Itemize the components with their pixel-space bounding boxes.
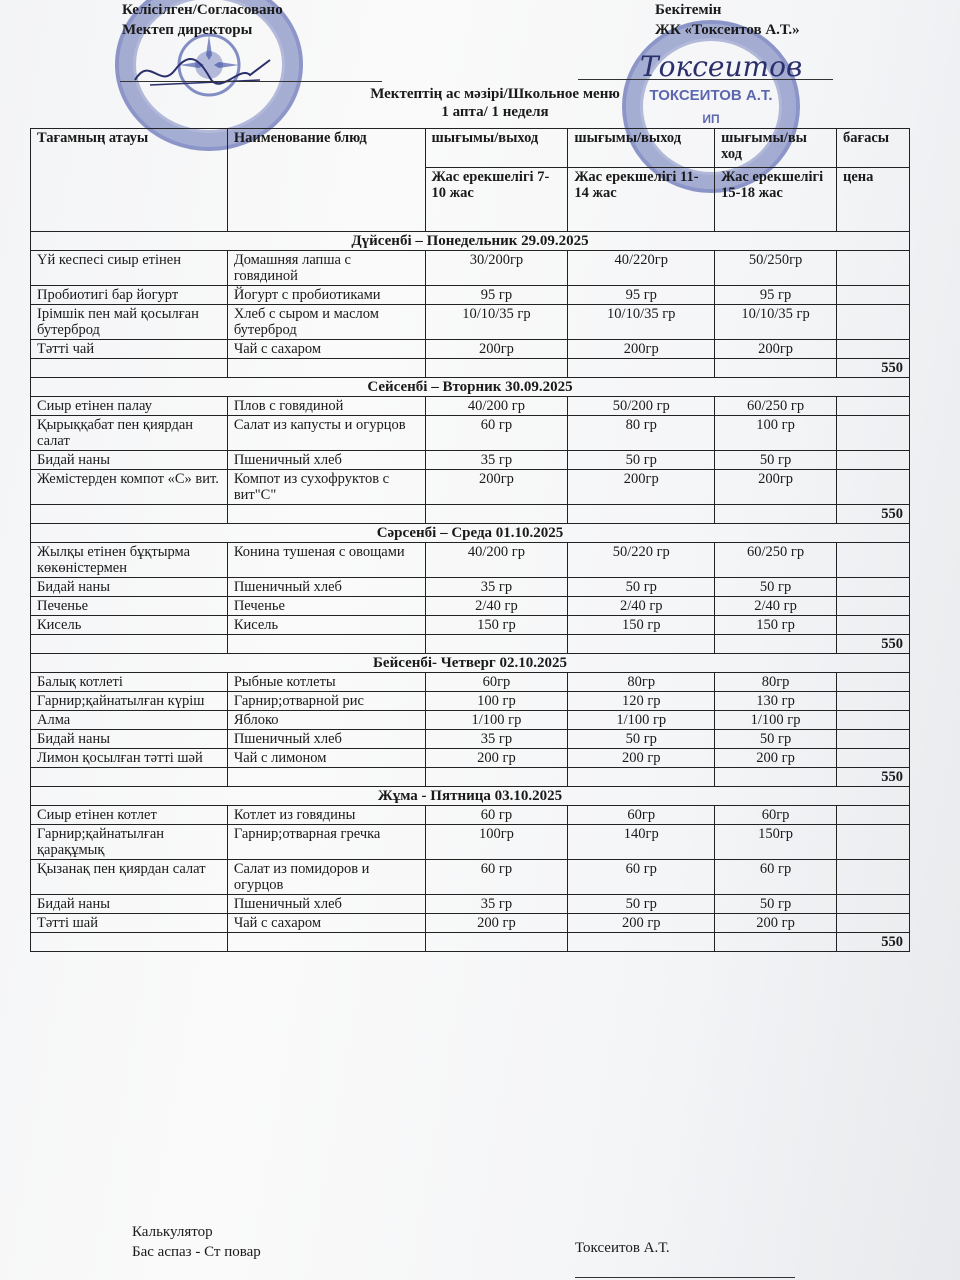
portion-7-10: 35 гр: [425, 451, 568, 470]
portion-11-14: 50/200 гр: [568, 397, 715, 416]
empty-cell: [31, 768, 228, 787]
portion-15-18: 50/250гр: [715, 251, 837, 286]
portion-7-10: 35 гр: [425, 578, 568, 597]
approval-right: [655, 0, 800, 40]
dish-name-kz: Үй кеспесі сиыр етінен: [31, 251, 228, 286]
portion-11-14: 200гр: [568, 470, 715, 505]
dish-name-kz: Бидай наны: [31, 730, 228, 749]
total-row: [31, 505, 910, 524]
signature-line-right: [578, 78, 833, 80]
dish-name-ru: Пшеничный хлеб: [227, 451, 425, 470]
empty-cell: [31, 635, 228, 654]
dish-name-ru: Рыбные котлеты: [227, 673, 425, 692]
dish-name-ru: Пшеничный хлеб: [227, 730, 425, 749]
empty-cell: [715, 933, 837, 952]
empty-cell: [227, 933, 425, 952]
empty-cell: [715, 505, 837, 524]
portion-7-10: 60гр: [425, 673, 568, 692]
empty-cell: [227, 635, 425, 654]
dish-name-ru: Салат из капусты и огурцов: [227, 416, 425, 451]
portion-15-18: 150 гр: [715, 616, 837, 635]
dish-name-ru: Домашняя лапша с говядиной: [227, 251, 425, 286]
dish-name-kz: Бидай наны: [31, 578, 228, 597]
portion-15-18: 50 гр: [715, 578, 837, 597]
empty-cell: [425, 768, 568, 787]
dish-name-kz: Бидай наны: [31, 895, 228, 914]
footer-left: [132, 1222, 261, 1262]
dish-name-kz: Лимон қосылған тәтті шәй: [31, 749, 228, 768]
empty-cell: [425, 359, 568, 378]
portion-15-18: 200гр: [715, 470, 837, 505]
price-cell: [837, 251, 910, 286]
dish-name-ru: Гарнир;отварной рис: [227, 692, 425, 711]
empty-cell: [568, 768, 715, 787]
age-11-14: Жас ерекшелігі 11-14 жас: [568, 168, 715, 232]
portion-11-14: 150 гр: [568, 616, 715, 635]
portion-7-10: 10/10/35 гр: [425, 305, 568, 340]
portion-11-14: 95 гр: [568, 286, 715, 305]
signature-line-left: [120, 80, 382, 82]
dish-name-kz: Тәтті шай: [31, 914, 228, 933]
footer-signature-line: [575, 1276, 795, 1278]
day-title: Дүйсенбі – Понедельник 29.09.2025: [31, 232, 910, 251]
approval-right-line1: Бекітемін: [655, 2, 722, 18]
portion-11-14: 2/40 гр: [568, 597, 715, 616]
price-cell: [837, 895, 910, 914]
empty-cell: [715, 635, 837, 654]
age-15-18: Жас ерекшелігі 15-18 жас: [715, 168, 837, 232]
portion-11-14: 60 гр: [568, 860, 715, 895]
dish-name-kz: Гарнир;қайнатылған қарақұмық: [31, 825, 228, 860]
table-row: [31, 251, 910, 286]
day-header-row: [31, 378, 910, 397]
portion-7-10: 60 гр: [425, 806, 568, 825]
portion-15-18: 200 гр: [715, 914, 837, 933]
price-ru-header: цена: [837, 168, 910, 232]
col-out1-header: шығымы/выход: [425, 129, 568, 168]
age-7-10: Жас ерекшелігі 7-10 жас: [425, 168, 568, 232]
dish-name-kz: Балық котлеті: [31, 673, 228, 692]
dish-name-ru: Конина тушеная с овощами: [227, 543, 425, 578]
empty-cell: [568, 635, 715, 654]
empty-cell: [31, 359, 228, 378]
portion-11-14: 80гр: [568, 673, 715, 692]
table-row: [31, 340, 910, 359]
portion-11-14: 50/220 гр: [568, 543, 715, 578]
portion-15-18: 95 гр: [715, 286, 837, 305]
table-row: [31, 543, 910, 578]
day-title: Жұма - Пятница 03.10.2025: [31, 787, 910, 806]
portion-11-14: 10/10/35 гр: [568, 305, 715, 340]
portion-7-10: 200гр: [425, 340, 568, 359]
price-cell: [837, 470, 910, 505]
dish-name-kz: Гарнир;қайнатылған күріш: [31, 692, 228, 711]
day-total-price: 550: [837, 505, 910, 524]
price-cell: [837, 806, 910, 825]
price-cell: [837, 340, 910, 359]
portion-15-18: 60/250 гр: [715, 397, 837, 416]
total-row: [31, 359, 910, 378]
price-cell: [837, 578, 910, 597]
total-row: [31, 635, 910, 654]
price-cell: [837, 692, 910, 711]
day-header-row: [31, 524, 910, 543]
col-ru-header: Наименование блюд: [227, 129, 425, 232]
price-cell: [837, 730, 910, 749]
price-cell: [837, 860, 910, 895]
dish-name-kz: Сиыр етінен котлет: [31, 806, 228, 825]
header-row: [31, 129, 910, 168]
dish-name-kz: Ірімшік пен май қосылған бутерброд: [31, 305, 228, 340]
empty-cell: [31, 505, 228, 524]
total-row: [31, 768, 910, 787]
portion-7-10: 100 гр: [425, 692, 568, 711]
empty-cell: [31, 933, 228, 952]
dish-name-ru: Салат из помидоров и огурцов: [227, 860, 425, 895]
portion-15-18: 130 гр: [715, 692, 837, 711]
price-cell: [837, 825, 910, 860]
table-row: [31, 895, 910, 914]
portion-11-14: 40/220гр: [568, 251, 715, 286]
portion-11-14: 80 гр: [568, 416, 715, 451]
price-cell: [837, 711, 910, 730]
portion-15-18: 2/40 гр: [715, 597, 837, 616]
portion-15-18: 50 гр: [715, 451, 837, 470]
table-row: [31, 451, 910, 470]
day-header-row: [31, 232, 910, 251]
portion-7-10: 30/200гр: [425, 251, 568, 286]
empty-cell: [715, 768, 837, 787]
portion-11-14: 200 гр: [568, 914, 715, 933]
price-cell: [837, 543, 910, 578]
empty-cell: [425, 505, 568, 524]
portion-15-18: 80гр: [715, 673, 837, 692]
dish-name-kz: Қырыққабат пен қиярдан салат: [31, 416, 228, 451]
table-row: [31, 806, 910, 825]
portion-15-18: 60гр: [715, 806, 837, 825]
empty-cell: [425, 635, 568, 654]
portion-7-10: 40/200 гр: [425, 397, 568, 416]
dish-name-ru: Йогурт с пробиотиками: [227, 286, 425, 305]
portion-15-18: 150гр: [715, 825, 837, 860]
day-title: Сәрсенбі – Среда 01.10.2025: [31, 524, 910, 543]
empty-cell: [568, 933, 715, 952]
table-row: [31, 578, 910, 597]
dish-name-ru: Печенье: [227, 597, 425, 616]
empty-cell: [568, 505, 715, 524]
col-out2-header: шығымы/выход: [568, 129, 715, 168]
day-header-row: [31, 787, 910, 806]
day-total-price: 550: [837, 635, 910, 654]
portion-7-10: 2/40 гр: [425, 597, 568, 616]
price-cell: [837, 286, 910, 305]
table-row: [31, 597, 910, 616]
footer-calculator: Калькулятор: [132, 1224, 213, 1240]
portion-11-14: 50 гр: [568, 578, 715, 597]
dish-name-ru: Пшеничный хлеб: [227, 895, 425, 914]
table-row: [31, 749, 910, 768]
table-row: [31, 286, 910, 305]
portion-11-14: 200гр: [568, 340, 715, 359]
dish-name-kz: Сиыр етінен палау: [31, 397, 228, 416]
portion-11-14: 50 гр: [568, 451, 715, 470]
dish-name-kz: Алма: [31, 711, 228, 730]
empty-cell: [568, 359, 715, 378]
price-cell: [837, 749, 910, 768]
footer-right: Токсеитов А.Т.: [575, 1240, 670, 1256]
dish-name-kz: Кисель: [31, 616, 228, 635]
dish-name-ru: Гарнир;отварная гречка: [227, 825, 425, 860]
day-total-price: 550: [837, 359, 910, 378]
portion-11-14: 50 гр: [568, 730, 715, 749]
portion-15-18: 1/100 гр: [715, 711, 837, 730]
stamp-ip: ИП: [702, 112, 720, 126]
menu-title: Мектептің ас мәзірі/Школьное меню: [370, 86, 620, 102]
portion-7-10: 40/200 гр: [425, 543, 568, 578]
portion-15-18: 60 гр: [715, 860, 837, 895]
portion-7-10: 95 гр: [425, 286, 568, 305]
table-row: [31, 860, 910, 895]
day-header-row: [31, 654, 910, 673]
day-total-price: 550: [837, 933, 910, 952]
portion-7-10: 60 гр: [425, 860, 568, 895]
empty-cell: [227, 505, 425, 524]
table-row: [31, 470, 910, 505]
dish-name-kz: Бидай наны: [31, 451, 228, 470]
dish-name-ru: Яблоко: [227, 711, 425, 730]
price-cell: [837, 597, 910, 616]
dish-name-kz: Тәтті чай: [31, 340, 228, 359]
portion-15-18: 100 гр: [715, 416, 837, 451]
approval-left: [122, 0, 283, 40]
approval-left-line2: Мектеп директоры: [122, 22, 253, 38]
dish-name-ru: Чай с сахаром: [227, 340, 425, 359]
table-row: [31, 914, 910, 933]
empty-cell: [715, 359, 837, 378]
portion-7-10: 200 гр: [425, 749, 568, 768]
portion-15-18: 10/10/35 гр: [715, 305, 837, 340]
portion-15-18: 50 гр: [715, 895, 837, 914]
portion-7-10: 200 гр: [425, 914, 568, 933]
portion-15-18: 200 гр: [715, 749, 837, 768]
dish-name-ru: Чай с сахаром: [227, 914, 425, 933]
col-price-header: бағасы: [837, 129, 910, 168]
table-row: [31, 730, 910, 749]
portion-11-14: 140гр: [568, 825, 715, 860]
stamp-name: ТОКСЕИТОВ А.Т.: [649, 87, 773, 104]
menu-subtitle: 1 апта/ 1 неделя: [441, 104, 549, 120]
dish-name-kz: Пробиотигі бар йогурт: [31, 286, 228, 305]
total-row: [31, 933, 910, 952]
signature-right: Токсеитов: [640, 50, 803, 83]
portion-11-14: 200 гр: [568, 749, 715, 768]
approval-right-line2: ЖК «Токсеитов А.Т.»: [655, 22, 800, 38]
table-row: [31, 616, 910, 635]
dish-name-ru: Хлеб с сыром и маслом бутерброд: [227, 305, 425, 340]
portion-11-14: 50 гр: [568, 895, 715, 914]
dish-name-kz: Жемістерден компот «С» вит.: [31, 470, 228, 505]
footer-chef: Бас аспаз - Ст повар: [132, 1244, 261, 1260]
portion-7-10: 100гр: [425, 825, 568, 860]
dish-name-ru: Компот из сухофруктов с вит"С": [227, 470, 425, 505]
dish-name-kz: Печенье: [31, 597, 228, 616]
dish-name-kz: Қызанақ пен қиярдан салат: [31, 860, 228, 895]
price-cell: [837, 397, 910, 416]
price-cell: [837, 451, 910, 470]
portion-11-14: 120 гр: [568, 692, 715, 711]
table-row: [31, 673, 910, 692]
table-row: [31, 416, 910, 451]
portion-7-10: 60 гр: [425, 416, 568, 451]
price-cell: [837, 673, 910, 692]
day-title: Сейсенбі – Вторник 30.09.2025: [31, 378, 910, 397]
dish-name-ru: Чай с лимоном: [227, 749, 425, 768]
portion-11-14: 60гр: [568, 806, 715, 825]
dish-name-kz: Жылқы етінен бұқтырма көкөністермен: [31, 543, 228, 578]
col-out3-header: шығымы/вы ход: [715, 129, 837, 168]
price-cell: [837, 416, 910, 451]
empty-cell: [227, 359, 425, 378]
portion-15-18: 200гр: [715, 340, 837, 359]
table-row: [31, 305, 910, 340]
portion-15-18: 60/250 гр: [715, 543, 837, 578]
dish-name-ru: Котлет из говядины: [227, 806, 425, 825]
col-kz-header: Тағамның атауы: [31, 129, 228, 232]
menu-body: [31, 232, 910, 952]
price-cell: [837, 616, 910, 635]
portion-15-18: 50 гр: [715, 730, 837, 749]
table-row: [31, 711, 910, 730]
empty-cell: [425, 933, 568, 952]
portion-7-10: 1/100 гр: [425, 711, 568, 730]
table-row: [31, 692, 910, 711]
price-cell: [837, 305, 910, 340]
portion-7-10: 35 гр: [425, 730, 568, 749]
approval-left-line1: Келісілген/Согласовано: [122, 2, 283, 18]
table-row: [31, 825, 910, 860]
dish-name-ru: Кисель: [227, 616, 425, 635]
portion-7-10: 150 гр: [425, 616, 568, 635]
portion-7-10: 200гр: [425, 470, 568, 505]
dish-name-ru: Плов с говядиной: [227, 397, 425, 416]
portion-11-14: 1/100 гр: [568, 711, 715, 730]
price-cell: [837, 914, 910, 933]
day-title: Бейсенбі- Четверг 02.10.2025: [31, 654, 910, 673]
menu-table: [30, 128, 910, 952]
table-row: [31, 397, 910, 416]
empty-cell: [227, 768, 425, 787]
dish-name-ru: Пшеничный хлеб: [227, 578, 425, 597]
portion-7-10: 35 гр: [425, 895, 568, 914]
day-total-price: 550: [837, 768, 910, 787]
